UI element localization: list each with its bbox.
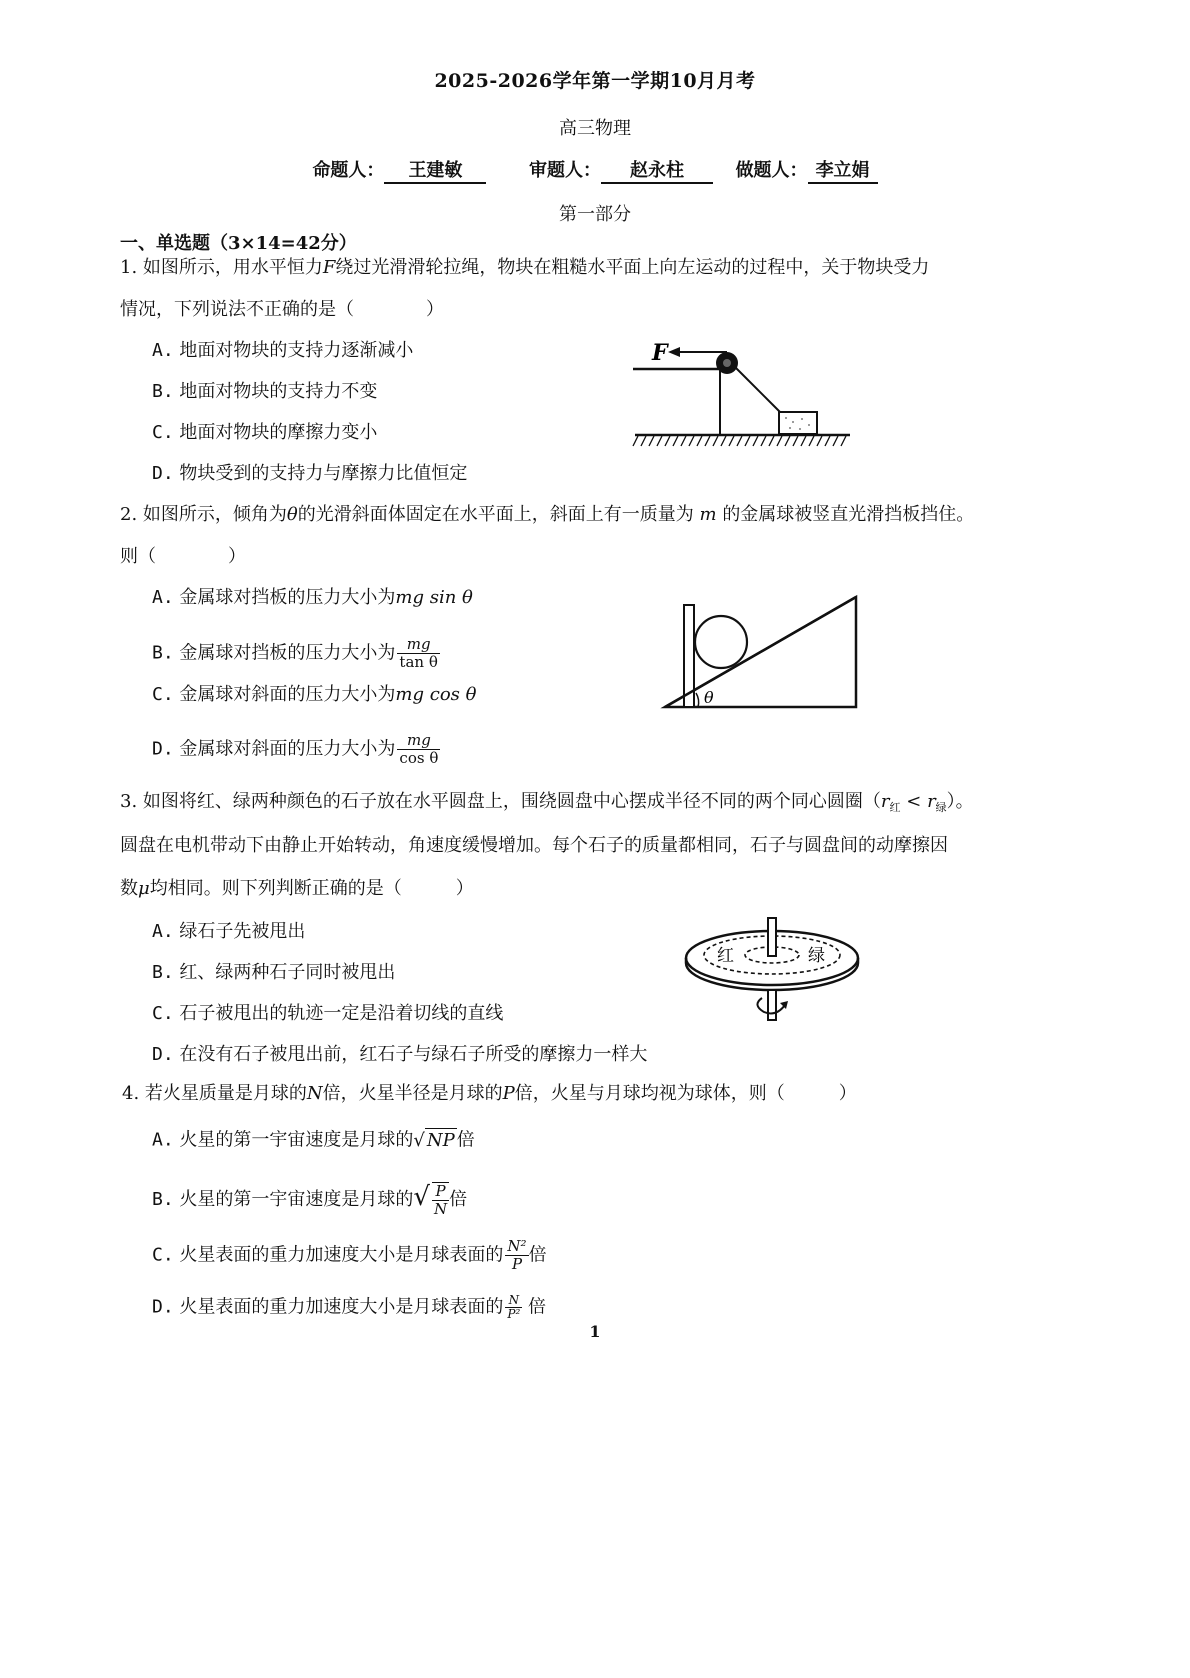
fraction	[432, 1182, 449, 1218]
denominator: N	[434, 1200, 448, 1218]
option-key: D.	[152, 738, 174, 760]
fraction	[505, 1294, 522, 1321]
stem-text: 的光滑斜面体固定在水平面上，斜面上有一质量为	[297, 504, 694, 525]
rotating-disc-figure	[680, 915, 870, 1030]
stem-text: 的金属球被竖直光滑挡板挡住。	[722, 504, 975, 525]
var-theta: θ	[286, 504, 298, 525]
option-key: B.	[152, 1189, 174, 1210]
angle-label: θ	[704, 688, 714, 707]
question-3-stem-line3	[120, 877, 474, 901]
subscript-green: 绿	[935, 801, 947, 814]
question-3-stem-line1	[120, 790, 974, 820]
q3-option-a[interactable]	[152, 920, 305, 944]
option-key: B.	[152, 962, 174, 983]
option-text: 火星的第一宇宙速度是月球的	[179, 1189, 414, 1210]
q3-option-c[interactable]	[152, 1002, 503, 1026]
question-4-stem	[122, 1082, 857, 1106]
q2-option-a[interactable]	[152, 586, 473, 610]
option-text: 地面对物块的支持力逐渐减小	[179, 340, 414, 361]
denominator: cos θ	[399, 749, 439, 767]
option-suffix: 倍	[528, 1296, 547, 1318]
question-1-stem-line1	[120, 256, 929, 280]
option-key: C.	[152, 1003, 174, 1024]
force-label: F	[652, 340, 668, 366]
option-key: C.	[152, 422, 174, 443]
option-text: 石子被甩出的轨迹一定是沿着切线的直线	[179, 1003, 504, 1024]
author-label-setter: 命题人：	[312, 160, 385, 181]
stem-text: 倍，火星与月球均视为球体，则（ ）	[514, 1083, 857, 1104]
numerator: N	[505, 1294, 522, 1308]
option-key: A.	[152, 587, 174, 608]
incline-ball-figure	[660, 595, 870, 715]
option-text: 火星表面的重力加速度大小是月球表面的	[179, 1244, 504, 1266]
question-number: 4.	[122, 1083, 140, 1104]
author-name-setter: 王建敏	[384, 156, 486, 184]
pulley-figure	[630, 330, 860, 460]
part-heading: 第一部分	[559, 204, 631, 225]
option-suffix: 倍	[528, 1244, 547, 1266]
exam-subject: 高三物理	[559, 118, 631, 139]
stem-text: 均相同。则下列判断正确的是（ ）	[149, 878, 474, 899]
subscript-red: 红	[889, 801, 901, 814]
option-key: A.	[152, 1129, 174, 1151]
option-key: C.	[152, 1244, 174, 1266]
q3-option-b[interactable]	[152, 961, 395, 985]
q4-option-a[interactable]	[152, 1128, 475, 1153]
option-key: D.	[152, 1296, 174, 1318]
option-suffix: 倍	[456, 1129, 475, 1151]
sqrt-expression: √ NP	[413, 1130, 455, 1151]
q1-option-d[interactable]	[152, 462, 467, 486]
option-key: D.	[152, 463, 174, 484]
fraction	[397, 636, 439, 671]
author-label-reviewer: 审题人：	[529, 160, 601, 181]
option-text: 地面对物块的支持力不变	[179, 381, 378, 402]
option-text: 红、绿两种石子同时被甩出	[179, 962, 396, 983]
author-label-solver: 做题人：	[735, 160, 808, 181]
option-text: 火星的第一宇宙速度是月球的	[179, 1129, 414, 1151]
question-number: 2.	[120, 504, 138, 525]
q1-option-a[interactable]	[152, 339, 413, 363]
question-2-stem-line1	[120, 503, 974, 527]
stem-text: ）。	[946, 791, 974, 812]
denominator: tan θ	[399, 653, 438, 671]
denominator: P²	[507, 1307, 521, 1321]
stem-text: 数	[120, 878, 138, 899]
authors-line	[0, 156, 1190, 184]
var-F: F	[322, 257, 336, 278]
exam-title: 2025-2026学年第一学期10月月考	[434, 70, 756, 92]
var-r: r	[880, 791, 890, 812]
q4-option-d[interactable]	[152, 1294, 546, 1321]
section-heading: 一、单选题（3×14=42分）	[120, 233, 357, 254]
var-P: P	[502, 1083, 515, 1104]
radicand: NP	[426, 1130, 455, 1151]
var-m: m	[699, 504, 717, 525]
author-name-solver: 李立娟	[808, 156, 878, 184]
q2-option-c[interactable]	[152, 683, 476, 707]
option-text: 金属球对挡板的压力大小为	[179, 587, 396, 608]
page-number: 1	[589, 1322, 601, 1341]
option-key: D.	[152, 1044, 174, 1065]
option-key: A.	[152, 340, 174, 361]
q2-option-b[interactable]	[152, 636, 440, 671]
var-mu: μ	[138, 878, 150, 899]
q4-option-b[interactable]	[152, 1182, 467, 1218]
stem-text: 绕过光滑滑轮拉绳，物块在粗糙水平面上向左运动的过程中，关于物块受力	[335, 257, 930, 278]
option-key: B.	[152, 642, 174, 664]
disc-label-green: 绿	[808, 946, 825, 966]
var-r: r	[927, 791, 936, 812]
stem-text: 如图所示，用水平恒力	[142, 257, 323, 278]
option-math: mg cos θ	[395, 684, 477, 705]
option-text: 金属球对斜面的压力大小为	[179, 738, 396, 760]
numerator: P	[432, 1183, 449, 1201]
option-math: mg sin θ	[395, 587, 473, 608]
question-2-stem-line2: 则（ ）	[120, 546, 246, 567]
denominator: P	[511, 1255, 523, 1273]
disc-label-red: 红	[717, 946, 734, 966]
question-3-stem-line2: 圆盘在电机带动下由静止开始转动，角速度缓慢增加。每个石子的质量都相同，石子与圆盘间的动摩擦因	[120, 835, 948, 856]
less-than: <	[900, 791, 928, 812]
option-text: 金属球对斜面的压力大小为	[179, 684, 396, 705]
var-N: N	[306, 1083, 323, 1104]
option-text: 物块受到的支持力与摩擦力比值恒定	[179, 463, 468, 484]
stem-text: 如图所示，倾角为	[142, 504, 287, 525]
option-text: 绿石子先被甩出	[179, 921, 306, 942]
q1-option-c[interactable]	[152, 421, 377, 445]
question-1-stem-line2: 情况，下列说法不正确的是（ ）	[120, 299, 444, 320]
option-key: B.	[152, 381, 174, 402]
fraction	[505, 1238, 528, 1273]
option-key: A.	[152, 921, 174, 942]
option-text: 金属球对挡板的压力大小为	[179, 642, 396, 664]
fraction	[397, 732, 440, 767]
sqrt-expression: √ $\frac{P}{N}$	[413, 1182, 448, 1218]
option-text: 火星表面的重力加速度大小是月球表面的	[179, 1296, 504, 1318]
stem-text: 如图将红、绿两种颜色的石子放在水平圆盘上，围绕圆盘中心摆成半径不同的两个同心圆圈（	[142, 791, 881, 812]
question-number: 1.	[120, 257, 138, 278]
q1-option-b[interactable]	[152, 380, 377, 404]
q4-option-c[interactable]	[152, 1238, 547, 1273]
numerator: mg	[397, 732, 440, 750]
author-name-reviewer: 赵永柱	[601, 156, 713, 184]
stem-text: 若火星质量是月球的	[144, 1083, 307, 1104]
option-text: 地面对物块的摩擦力变小	[179, 422, 378, 443]
option-suffix: 倍	[449, 1189, 468, 1210]
question-number: 3.	[120, 791, 138, 812]
numerator: mg	[397, 636, 439, 654]
numerator: N²	[507, 1237, 527, 1255]
option-text: 在没有石子被甩出前，红石子与绿石子所受的摩擦力一样大	[179, 1044, 648, 1065]
stem-text: 倍，火星半径是月球的	[322, 1083, 503, 1104]
option-key: C.	[152, 684, 174, 705]
q3-option-d[interactable]	[152, 1043, 647, 1067]
q2-option-d[interactable]	[152, 732, 440, 767]
